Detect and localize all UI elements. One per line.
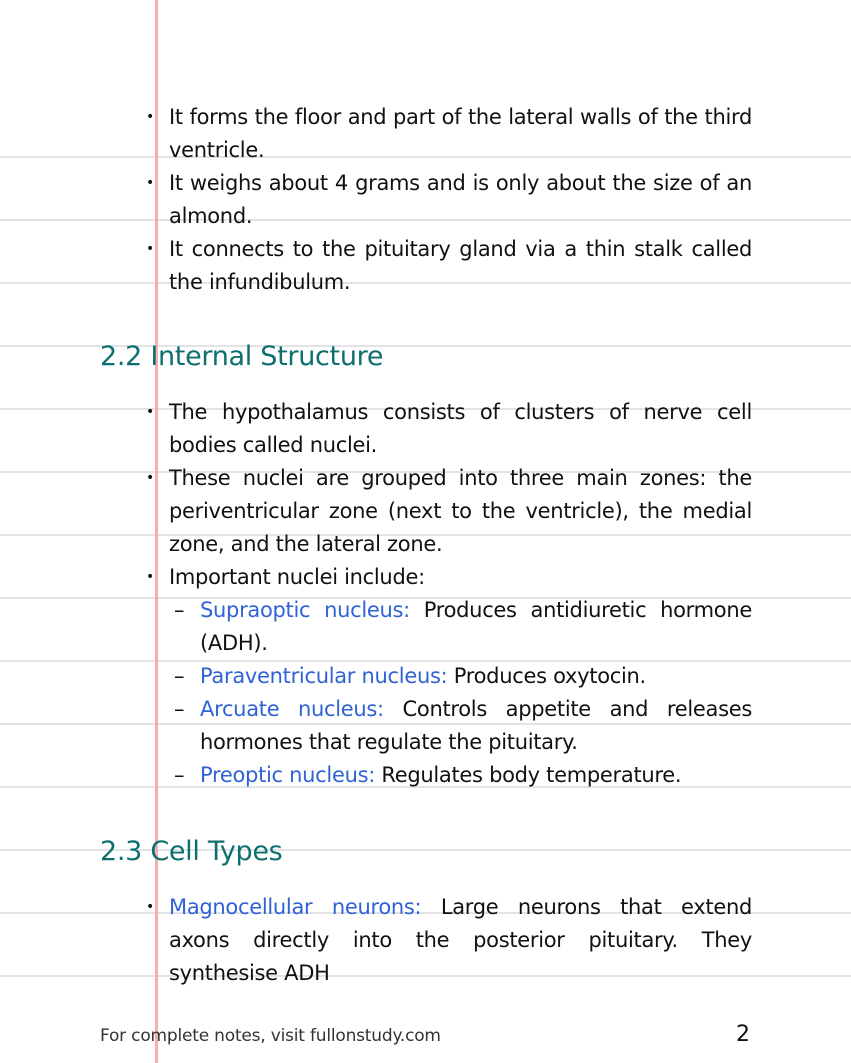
bullet-text: Important nuclei include: bbox=[169, 565, 425, 589]
section-heading-internal-structure: 2.2 Internal Structure bbox=[100, 341, 384, 372]
list-item bbox=[140, 891, 752, 990]
term-description: Produces oxytocin. bbox=[453, 664, 646, 688]
sub-list-item bbox=[140, 759, 752, 792]
dash-icon: – bbox=[174, 664, 185, 688]
bullet-text: These nuclei are grouped into three main zones: the periventricular zone (next to the ventricle), the medial zone, and the lateral zone. bbox=[169, 466, 752, 556]
dash-icon: – bbox=[174, 598, 185, 622]
sub-list-item bbox=[140, 660, 752, 693]
intro-bullet-list bbox=[140, 101, 752, 299]
list-item bbox=[140, 561, 752, 792]
bullet-text: The hypothalamus consists of clusters of nerve cell bodies called nuclei. bbox=[169, 400, 752, 457]
term-description: Regulates body temperature. bbox=[381, 763, 682, 787]
list-item bbox=[140, 101, 752, 167]
footer-note: For complete notes, visit fullonstudy.com bbox=[100, 1026, 441, 1046]
dash-icon: – bbox=[174, 763, 185, 787]
bullet-text: It connects to the pituitary gland via a thin stalk called the infundibulum. bbox=[169, 237, 752, 294]
dash-icon: – bbox=[174, 697, 185, 721]
page-number: 2 bbox=[736, 1022, 750, 1047]
bullet-icon: • bbox=[146, 241, 154, 257]
section-heading-cell-types: 2.3 Cell Types bbox=[100, 836, 283, 867]
bullet-icon: • bbox=[146, 470, 154, 486]
term-preoptic: Preoptic nucleus: bbox=[200, 763, 375, 787]
list-item bbox=[140, 167, 752, 233]
list-item bbox=[140, 462, 752, 561]
cell-types-bullet-list bbox=[140, 891, 752, 990]
bullet-text: It forms the floor and part of the lateral walls of the third ventricle. bbox=[169, 105, 752, 162]
term-description: Large neurons that extend axons directly into the posterior pituitary. They synthesise ADH bbox=[169, 895, 752, 985]
term-arcuate: Arcuate nucleus: bbox=[200, 697, 384, 721]
term-supraoptic: Supraoptic nucleus: bbox=[200, 598, 410, 622]
list-item bbox=[140, 396, 752, 462]
bullet-icon: • bbox=[146, 404, 154, 420]
bullet-text: It weighs about 4 grams and is only about the size of an almond. bbox=[169, 171, 752, 228]
bullet-icon: • bbox=[146, 899, 154, 915]
bullet-icon: • bbox=[146, 569, 154, 585]
bullet-icon: • bbox=[146, 175, 154, 191]
list-item bbox=[140, 233, 752, 299]
sub-list-item bbox=[140, 693, 752, 759]
term-magnocellular: Magnocellular neurons: bbox=[169, 895, 422, 919]
internal-structure-bullet-list bbox=[140, 396, 752, 792]
nuclei-sub-list bbox=[169, 594, 752, 792]
bullet-icon: • bbox=[146, 109, 154, 125]
term-description: Controls appetite and releases hormones that regulate the pituitary. bbox=[200, 697, 752, 754]
sub-list-item bbox=[140, 594, 752, 660]
term-paraventricular: Paraventricular nucleus: bbox=[200, 664, 448, 688]
term-description: Produces antidiuretic hormone (ADH). bbox=[200, 598, 752, 655]
